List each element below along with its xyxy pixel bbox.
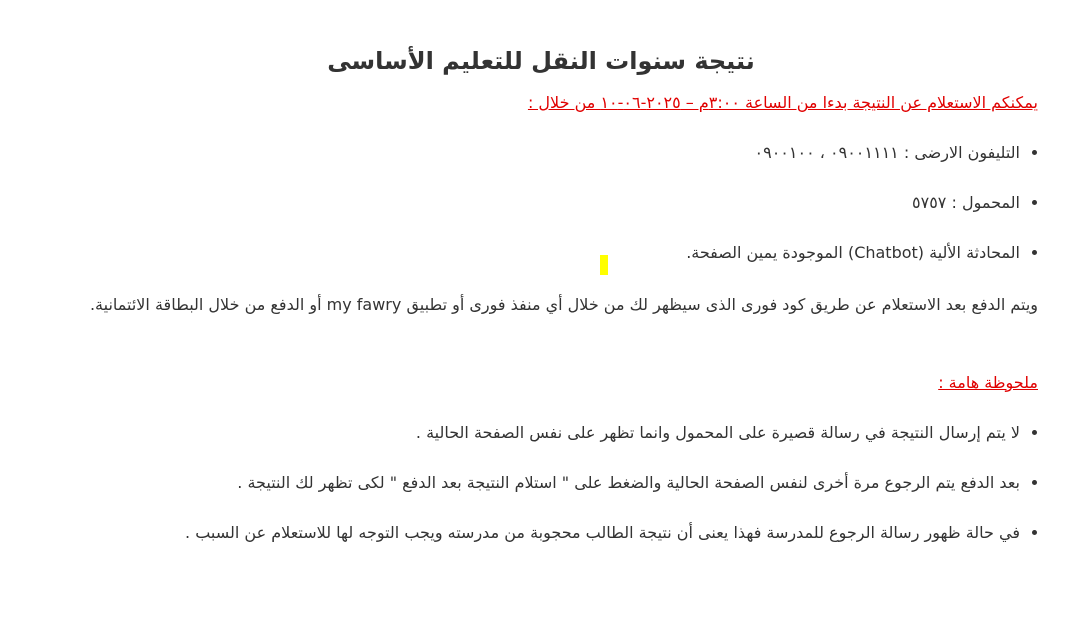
important-note-heading: ملحوظة هامة : bbox=[938, 373, 1038, 392]
payment-paragraph: ويتم الدفع بعد الاستعلام عن طريق كود فورى الذى سيظهر لك من خلال أي منفذ فورى أو تطبيق my fawry أو الدفع من خلال البطاقة الائتمانية. bbox=[89, 295, 1038, 314]
text-cursor-marker bbox=[600, 255, 608, 275]
contact-landline: • التليفون الارضى : ٠٩٠٠١١١١ ، ٠٩٠٠١٠٠ bbox=[60, 140, 1020, 166]
note-item: • بعد الدفع يتم الرجوع مرة أخرى لنفس الصفحة الحالية والضغط على " استلام النتيجة بعد الدفع " لكى تظهر لك النتيجة . bbox=[58, 470, 1020, 496]
contact-methods-list bbox=[60, 140, 1038, 290]
page-title: نتيجة سنوات النقل للتعليم الأساسى bbox=[327, 47, 755, 75]
contact-mobile: • المحمول : ٥٧٥٧ bbox=[60, 190, 1020, 216]
note-item: • لا يتم إرسال النتيجة في رسالة قصيرة على المحمول وانما تظهر على نفس الصفحة الحالية . bbox=[58, 420, 1020, 446]
availability-link[interactable]: يمكنكم الاستعلام عن النتيجة بدءا من الساعة ٣:٠٠م – ٢٠٢٥-٠٦-١٠ من خلال : bbox=[527, 93, 1038, 112]
note-item: • في حالة ظهور رسالة الرجوع للمدرسة فهذا يعنى أن نتيجة الطالب محجوبة من مدرسته ويجب التوجه لها للاستعلام عن السبب . bbox=[58, 520, 1020, 546]
notes-list bbox=[58, 420, 1038, 570]
contact-chatbot: • المحادثة الألية (Chatbot) الموجودة يمين الصفحة. bbox=[60, 240, 1020, 266]
